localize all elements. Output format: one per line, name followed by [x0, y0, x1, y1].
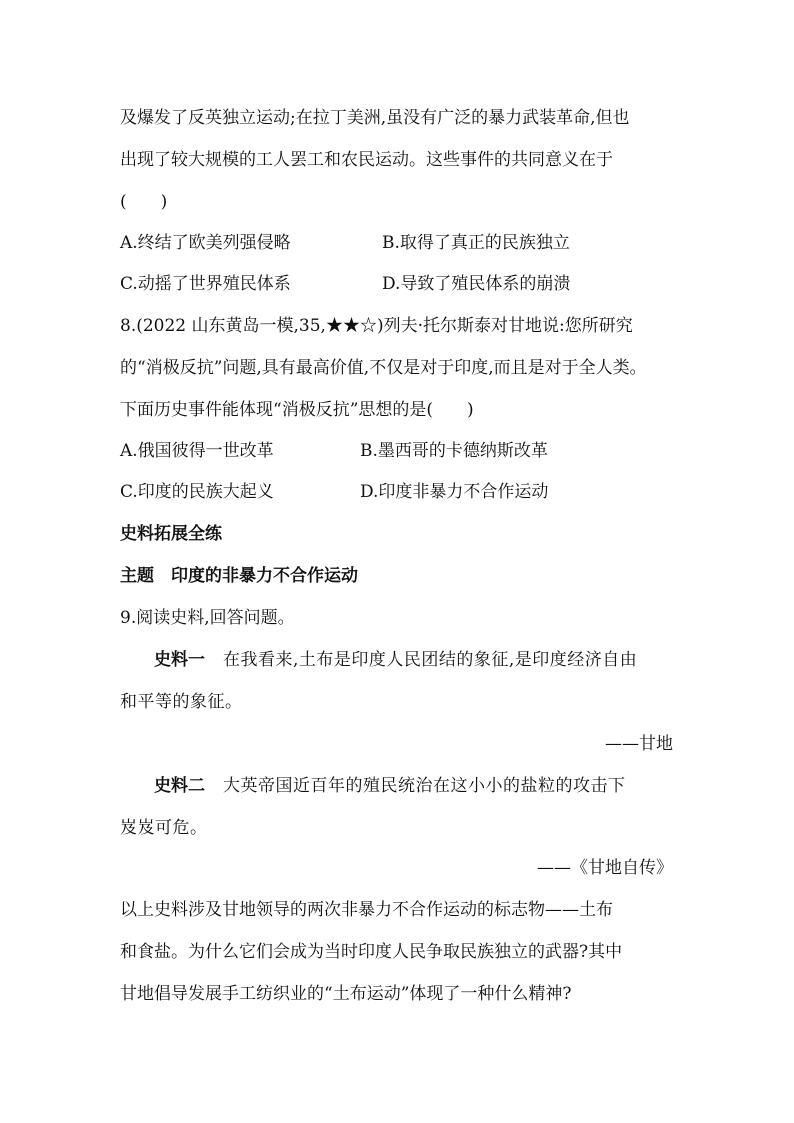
- q8-option-a: A.俄国彼得一世改革: [120, 441, 274, 461]
- q9-source-2-line-2: 岌岌可危。: [120, 818, 208, 838]
- q8-option-b: B.墨西哥的卡德纳斯改革: [360, 441, 548, 461]
- section-heading: 史料拓展全练: [120, 524, 222, 544]
- q9-source-1-line-1: [154, 648, 637, 672]
- q8-option-d: D.印度非暴力不合作运动: [360, 482, 549, 502]
- q9-question-line-1: 以上史料涉及甘地领导的两次非暴力不合作运动的标志物——土布: [120, 900, 613, 920]
- q8-stem-line-3: 下面历史事件能体现“消极反抗”思想的是( ): [120, 400, 474, 420]
- q7-option-d: D.导致了殖民体系的崩溃: [382, 274, 571, 294]
- q9-source-2-attribution: ——《甘地自传》: [537, 858, 673, 878]
- q9-source-1-attribution: ——甘地: [605, 734, 673, 754]
- q9-intro: 9.阅读史料,回答问题。: [120, 608, 295, 628]
- q9-source-1-label: 史料一: [154, 650, 205, 670]
- q8-stem-line-2: 的“消极反抗”问题,具有最高价值,不仅是对于印度,而且是对于全人类。: [120, 358, 647, 378]
- q9-question-line-3: 甘地倡导发展手工纺织业的“土布运动”体现了一种什么精神?: [120, 984, 572, 1004]
- q9-source-2-line-1: [154, 774, 626, 798]
- q9-source-2-label: 史料二: [154, 776, 205, 796]
- q8-option-c: C.印度的民族大起义: [120, 482, 274, 502]
- q7-option-c: C.动摇了世界殖民体系: [120, 274, 291, 294]
- q7-option-a: A.终结了欧美列强侵略: [120, 233, 291, 253]
- q9-source-2-text-1: 大英帝国近百年的殖民统治在这小小的盐粒的攻击下: [223, 776, 626, 796]
- q9-question-line-2: 和食盐。为什么它们会成为当时印度人民争取民族独立的武器?其中: [120, 942, 623, 962]
- q9-source-1-text-1: 在我看来,土布是印度人民团结的象征,是印度经济自由: [223, 650, 638, 670]
- q9-source-1-line-2: 和平等的象征。: [120, 692, 243, 712]
- q7-option-b: B.取得了真正的民族独立: [382, 233, 570, 253]
- q7-answer-blank: ( ): [120, 192, 168, 212]
- q8-stem-line-1: 8.(2022 山东黄岛一模,35,★★☆)列夫·托尔斯泰对甘地说:您所研究: [120, 316, 633, 336]
- section-topic: 主题 印度的非暴力不合作运动: [120, 566, 358, 586]
- q7-stem-line-1: 及爆发了反英独立运动;在拉丁美洲,虽没有广泛的暴力武装革命,但也: [120, 108, 630, 128]
- q7-stem-line-2: 出现了较大规模的工人罢工和农民运动。这些事件的共同意义在于: [120, 150, 613, 170]
